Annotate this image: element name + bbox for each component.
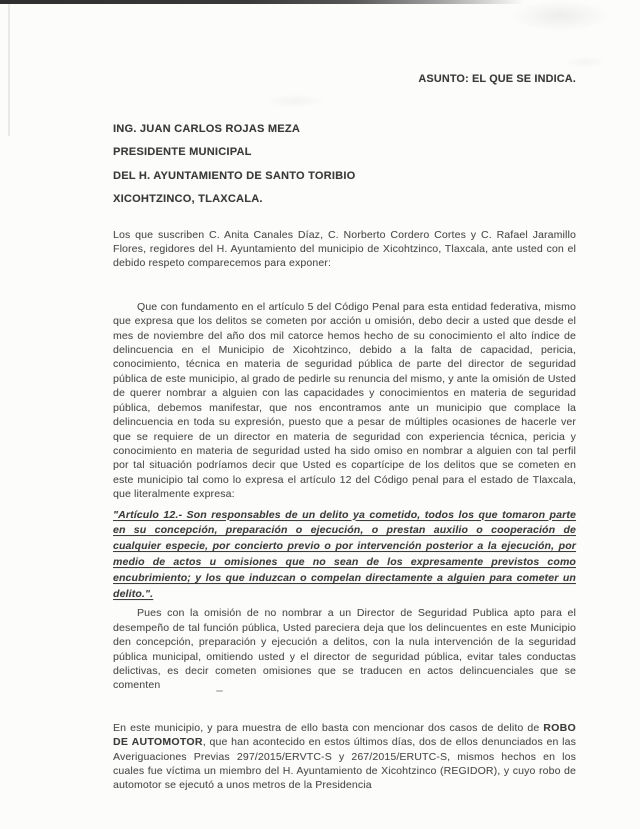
subject-line: ASUNTO: EL QUE SE INDICA. [418, 73, 576, 85]
paragraph-legal-grounds: Que con fundamento en el artículo 5 del Código Penal para esta entidad federativa, mismo que expresa que los delitos se cometen por acción u omisión, debo decir a usted que desde el mes de noviembre del año dos mil catorce hemos hecho de su conocimiento el alto índice de delincuencia en el Municipio de Xicohtzinco, debido a la falta de capacidad, pericia, conocimiento, técnica en materia de seguridad pública de parte del director de seguridad pública de este municipio, al grado de pedirle su renuncia del mismo, y ante la omisión de Usted de querer nombrar a alguien con las capacidades y conocimientos en materia de seguridad pública, debemos manifestar, que nos encontramos ante un municipio que complace la delincuencia en toda su expresión, puesto que a pesar de múltiples ocasiones de hacerle ver que se requiere de un director en materia de seguridad con experiencia técnica, pericia y conocimiento en materia de seguridad usted ha sido omiso en nombrar a alguien con tal perfil por tal situación podríamos decir que Usted es copartícipe de los delitos que se cometen en este municipio tal como lo expresa el artículo 12 del Código penal para el estado de Tlaxcala, que literalmente expresa: [113, 300, 576, 501]
closing-text-after: , que han acontecido en estos últimos días, dos de ellos denunciados en las Averiguaciones Previas 297/2015/ERVTC-S y 267/2015/ERUTC-S, mismos hechos en los cuales fue víctima un miembro del H. Ayuntamiento de Xicohtzinco (REGIDOR), y cuyo robo de automotor se ejecutó a unos metros de la Presidencia [113, 736, 576, 792]
recipient-org: DEL H. AYUNTAMIENTO DE SANTO TORIBIO [113, 169, 356, 182]
closing-crime-name: ROBO DE AUTOMOTOR [113, 721, 576, 749]
recipient-block [113, 118, 576, 212]
article-12-quote: "Artículo 12.- Son responsables de un delito ya cometido, todos los que tomaron parte en su concepción, preparación o ejecución, o prestan auxilio o cooperación de cualquier especie, por concierto previo o por intervención posterior a la ejecución, por medio de actos u omisiones que no sean de los expresamente previstos como encubrimiento; y los que induzcan o compelan directamente a alguien para cometer un delito.". [113, 508, 576, 600]
letter-body-column [113, 73, 576, 793]
scan-artifact-top-edge [0, 0, 540, 4]
paragraph-closing-examples [113, 721, 576, 793]
recipient-location: XICOHTZINCO, TLAXCALA. [113, 193, 263, 206]
recipient-title: PRESIDENTE MUNICIPAL [113, 146, 252, 159]
recipient-name: ING. JUAN CARLOS ROJAS MEZA [113, 123, 301, 135]
paragraph-omission-consequences: Pues con la omisión de no nombrar a un Director de Seguridad Publica apto para el desempeño de tal función pública, Usted pareciera deja que los delincuentes en este Municipio den concepción, preparación y ejecución a delitos, con la nula intervención de la seguridad pública municipal, omitiendo usted y el director de seguridad pública, evitar tales conductas delictivas, es decir cometen omisiones que se traducen en actos delincuenciales que se comenten [113, 607, 576, 692]
paragraph-introduction: Los que suscriben C. Anita Canales Díaz, C. Norberto Cordero Cortes y C. Rafael Jaramillo Flores, regidores del H. Ayuntamiento del municipio de Xicohtzinco, Tlaxcala, ante usted con el debido respeto comparecemos para exponer: [113, 228, 576, 270]
scan-artifact-left-streak [8, 4, 10, 136]
closing-text-before: En este municipio, y para muestra de ello basta con mencionar dos casos de delito de [113, 721, 544, 734]
